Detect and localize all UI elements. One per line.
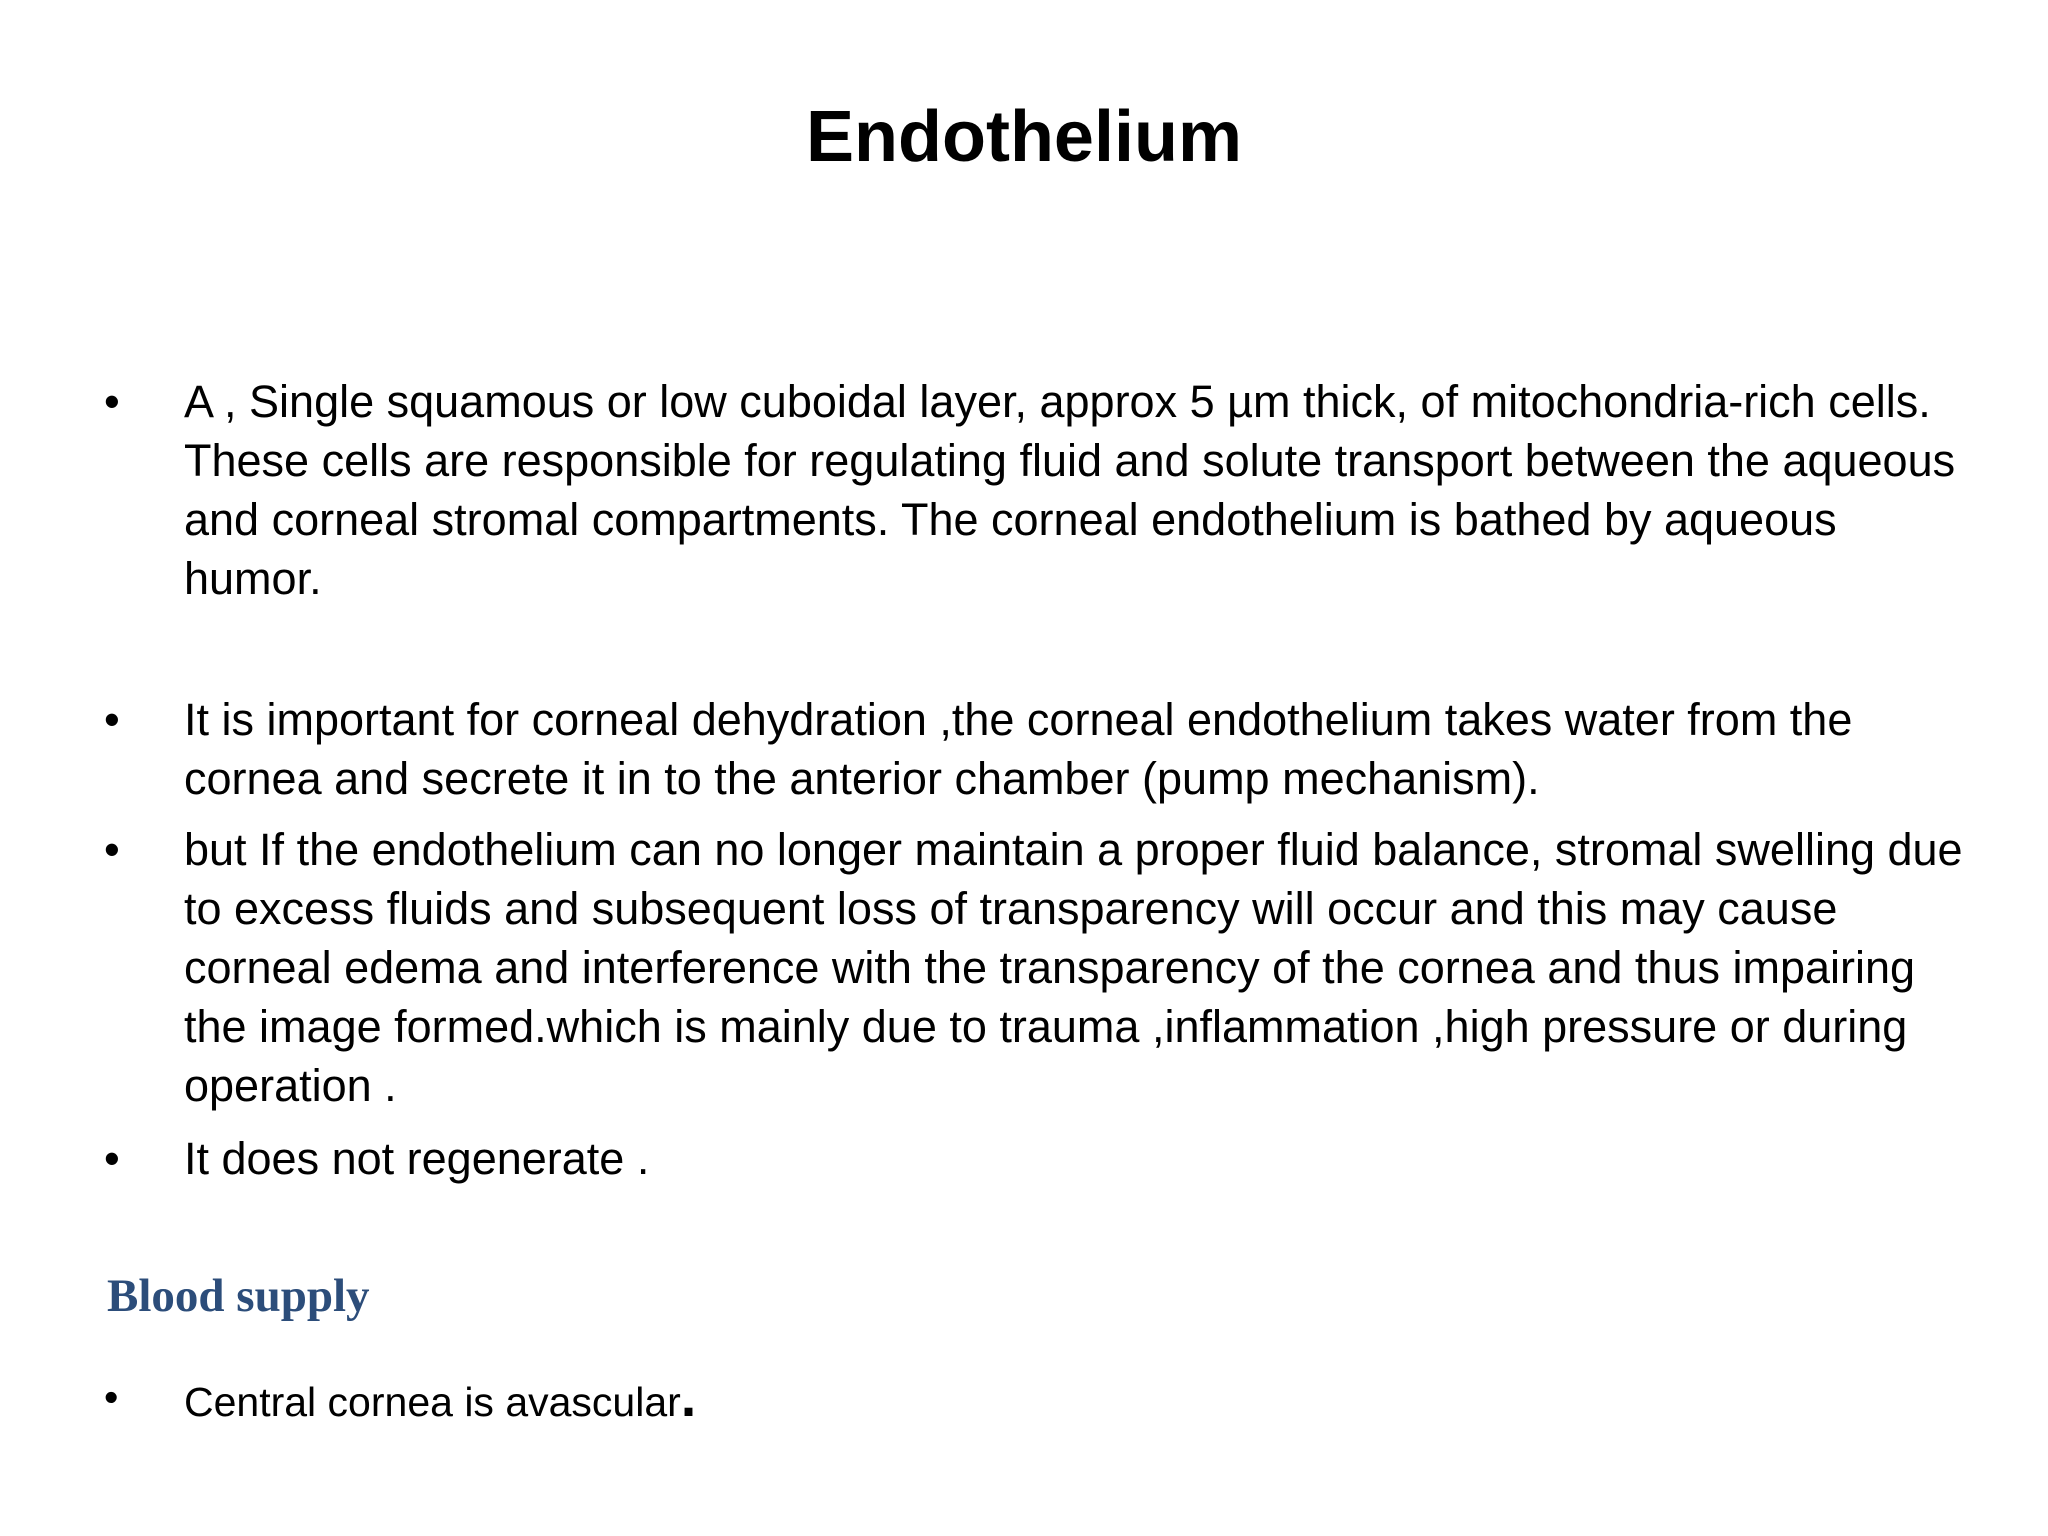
bullet-marker: • [104,376,120,427]
blood-supply-item [104,1365,697,1429]
bullet-text: but If the endothelium can no longer maintain a proper fluid balance, stromal swelling due to excess fluids and subsequent loss of transparency will occur and this may cause corneal edema and interference with the transparency of the cornea and thus impairing the image formed.which is mainly due to trauma ,inflammation ,high pressure or during operation . [184,824,1963,1111]
bullet-item [104,690,1964,808]
slide-title: Endothelium [806,97,1242,177]
bullet-marker: • [104,1133,120,1184]
bullet-item [104,372,1964,608]
bullet-text: It is important for corneal dehydration ,the corneal endothelium takes water from the cornea and secrete it in to the anterior chamber (pump mechanism). [184,694,1853,804]
bullet-item [104,1129,1964,1188]
blood-supply-period: . [680,1365,697,1428]
blood-supply-text: Central cornea is avascular [184,1379,681,1425]
bullet-item [104,820,1964,1115]
bullet-marker: • [104,694,120,745]
blood-supply-heading: Blood supply [107,1270,370,1322]
bullet-marker: • [104,824,120,875]
bullet-text: It does not regenerate . [184,1133,650,1184]
bullet-text: A , Single squamous or low cuboidal layer, approx 5 µm thick, of mitochondria-rich cells. These cells are responsible for regulating fluid and solute transport between the aqueous and corneal stromal compartments. The corneal endothelium is bathed by aqueous humor. [184,376,1956,604]
bullet-list [104,372,1964,1188]
bullet-marker: • [104,1374,119,1420]
